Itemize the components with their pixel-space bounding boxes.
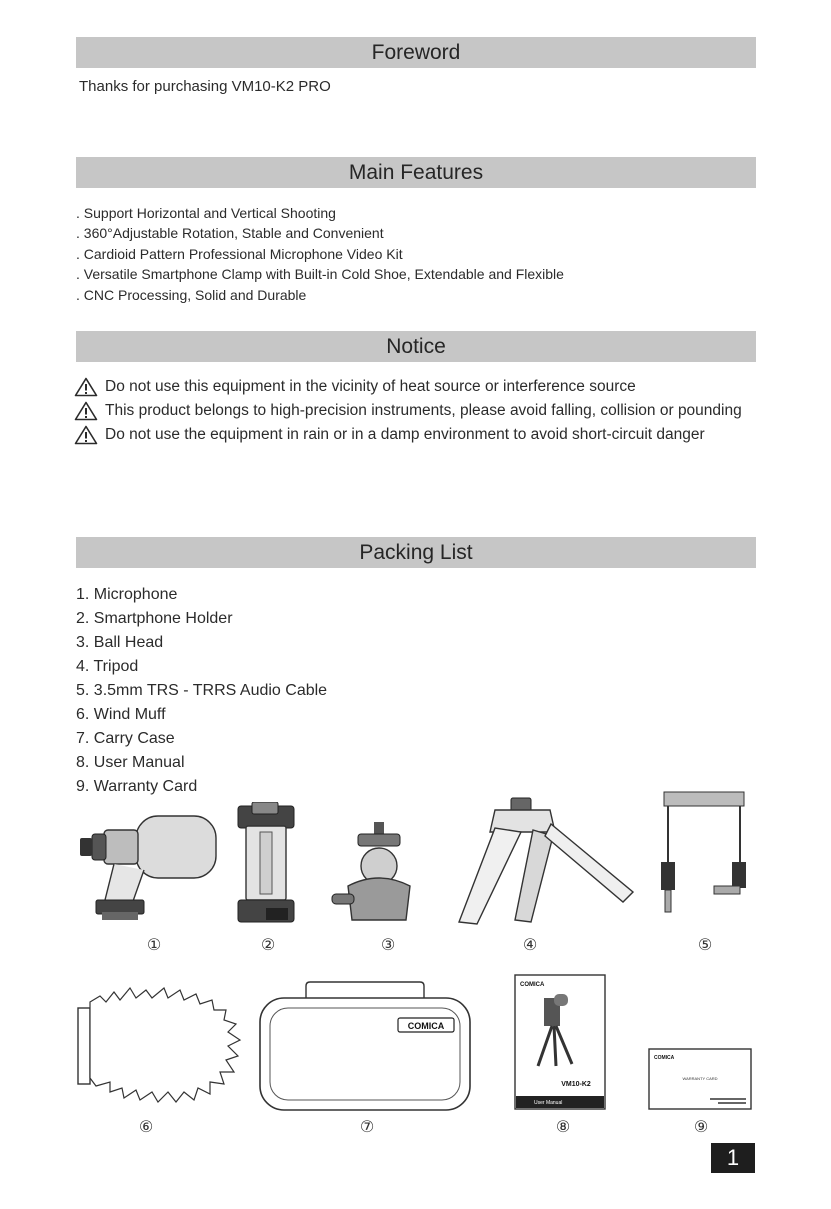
foreword-heading: Foreword	[371, 40, 461, 64]
packing-list-heading-bar	[76, 537, 756, 568]
microphone-illustration	[74, 808, 224, 930]
smartphone-holder-illustration	[230, 802, 302, 930]
case-logo: COMICA	[407, 1021, 445, 1031]
manual-brand: COMICA	[520, 982, 545, 988]
figure-number: ⑦	[359, 1119, 375, 1136]
feature-item: . Versatile Smartphone Clamp with Built-in Cold Shoe, Extendable and Flexible	[76, 266, 564, 283]
packing-item: 9. Warranty Card	[76, 778, 198, 795]
foreword-text: Thanks for purchasing VM10-K2 PRO	[79, 78, 331, 95]
audio-cable-illustration	[652, 788, 756, 930]
manual-footer: User Manual	[534, 1100, 563, 1106]
card-title: WARRANTY CARD	[682, 1076, 718, 1081]
notice-list	[74, 375, 754, 447]
notice-item	[74, 399, 754, 423]
notice-item	[74, 375, 754, 399]
packing-item: 3. Ball Head	[76, 634, 164, 651]
feature-item: . CNC Processing, Solid and Durable	[76, 286, 307, 303]
manual-model: VM10-K2	[561, 1081, 591, 1088]
packing-item: 5. 3.5mm TRS - TRRS Audio Cable	[76, 682, 328, 699]
user-manual-illustration	[514, 974, 606, 1110]
figure-number: ⑥	[138, 1119, 154, 1136]
feature-item: . 360°Adjustable Rotation, Stable and Convenient	[76, 225, 384, 242]
notice-text: This product belongs to high-precision instruments, please avoid falling, collision or pounding	[105, 402, 742, 419]
packing-item: 6. Wind Muff	[76, 706, 166, 723]
packing-item: 2. Smartphone Holder	[76, 610, 233, 627]
packing-item: 8. User Manual	[76, 754, 185, 771]
figure-number: ⑧	[555, 1119, 571, 1136]
warning-icon	[74, 377, 98, 397]
page-number	[711, 1143, 755, 1173]
ball-head-illustration	[330, 820, 430, 930]
notice-heading-bar	[76, 331, 756, 362]
main-features-list	[76, 203, 564, 305]
notice-heading: Notice	[386, 334, 446, 358]
figure-number: ⑤	[697, 937, 713, 954]
packing-list	[76, 583, 327, 799]
main-features-heading: Main Features	[348, 160, 484, 184]
carry-case-illustration	[258, 980, 472, 1112]
warning-icon	[74, 401, 98, 421]
main-features-heading-bar	[76, 157, 756, 188]
packing-list-heading: Packing List	[359, 540, 473, 564]
packing-item: 7. Carry Case	[76, 730, 175, 747]
figure-number: ③	[380, 937, 396, 954]
packing-item: 4. Tripod	[76, 658, 139, 675]
feature-item: . Support Horizontal and Vertical Shooting	[76, 205, 336, 221]
warning-icon	[74, 425, 98, 445]
foreword-heading-bar	[76, 37, 756, 68]
page-number-text: 1	[726, 1145, 740, 1170]
packing-item: 1. Microphone	[76, 586, 178, 603]
figure-number: ①	[146, 937, 162, 954]
figure-number: ②	[260, 937, 276, 954]
tripod-illustration	[455, 796, 640, 930]
wind-muff-illustration	[76, 986, 244, 1104]
card-brand: COMICA	[654, 1055, 675, 1061]
notice-text: Do not use the equipment in rain or in a damp environment to avoid short-circuit danger	[105, 426, 705, 443]
feature-item: . Cardioid Pattern Professional Microphone Video Kit	[76, 245, 403, 262]
notice-item	[74, 423, 754, 447]
figure-number: ⑨	[693, 1119, 709, 1136]
notice-text: Do not use this equipment in the vicinity of heat source or interference source	[105, 378, 636, 395]
figure-number: ④	[522, 937, 538, 954]
warranty-card-illustration	[648, 1048, 752, 1110]
